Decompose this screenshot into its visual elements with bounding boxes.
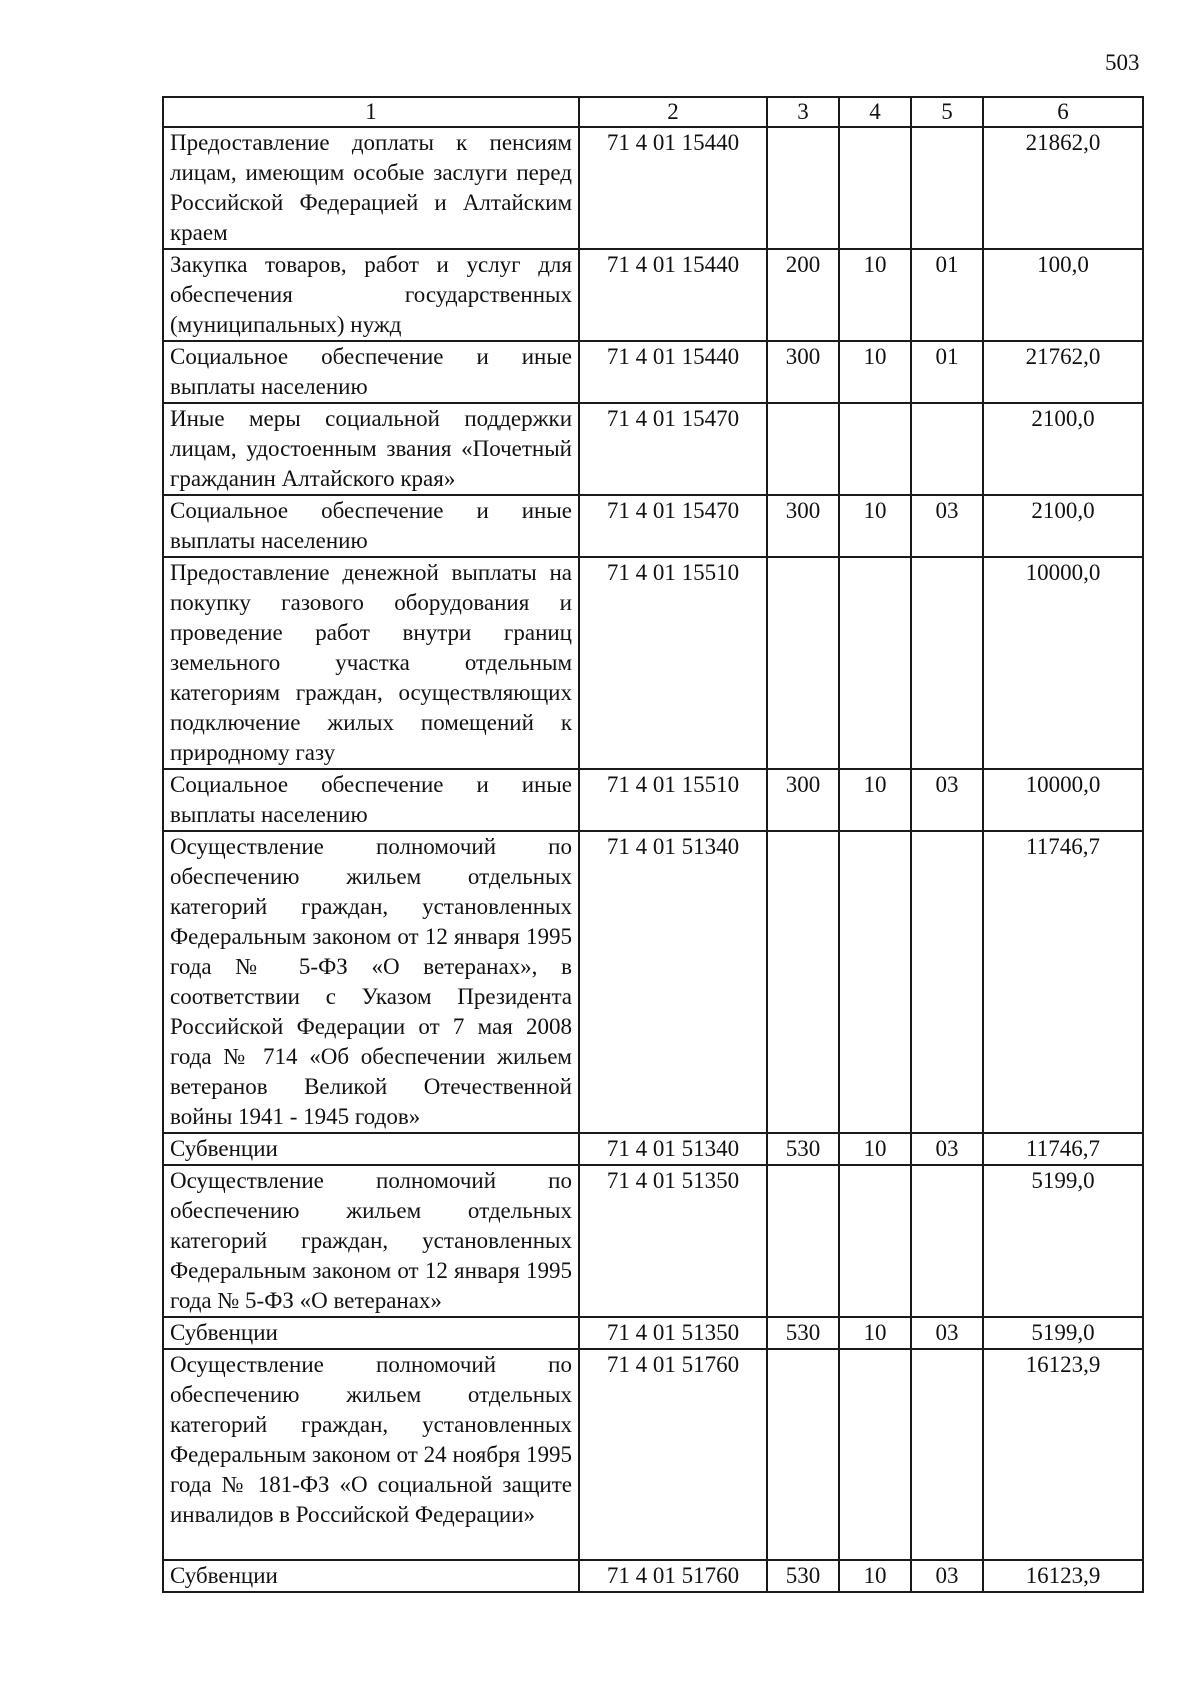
row-amount: 10000,0 — [983, 769, 1143, 831]
row-name: Предоставление денежной выплаты на покупку газового оборудования и проведение работ внутри границ земельного участка отдельным категориям граждан, осуществляющих подключение жилых помещений к природному газу — [163, 557, 579, 769]
row-col-5 — [911, 831, 983, 1133]
row-code: 71 4 01 15440 — [579, 249, 767, 341]
table-row — [163, 831, 1143, 1133]
table-row — [163, 1317, 1143, 1349]
row-col-4: 10 — [839, 1317, 911, 1349]
row-name: Социальное обеспечение и иные выплаты населению — [163, 769, 579, 831]
row-name: Социальное обеспечение и иные выплаты населению — [163, 341, 579, 403]
row-col-3: 300 — [767, 341, 839, 403]
row-col-3: 300 — [767, 495, 839, 557]
page-number: 503 — [1105, 50, 1140, 75]
column-header-3: 3 — [767, 97, 839, 127]
row-col-5: 01 — [911, 341, 983, 403]
row-amount: 100,0 — [983, 249, 1143, 341]
row-code: 71 4 01 15440 — [579, 127, 767, 249]
row-col-4: 10 — [839, 495, 911, 557]
row-col-4: 10 — [839, 341, 911, 403]
table-row — [163, 403, 1143, 495]
column-header-5: 5 — [911, 97, 983, 127]
row-amount: 21762,0 — [983, 341, 1143, 403]
row-col-5: 03 — [911, 769, 983, 831]
row-name: Иные меры социальной поддержки лицам, удостоенным звания «Почетный гражданин Алтайского края» — [163, 403, 579, 495]
row-code: 71 4 01 15470 — [579, 495, 767, 557]
row-col-5: 03 — [911, 1133, 983, 1165]
row-name: Предоставление доплаты к пенсиям лицам, имеющим особые заслуги перед Российской Федерацией и Алтайским краем — [163, 127, 579, 249]
row-col-4 — [839, 557, 911, 769]
row-name: Осуществление полномочий по обеспечению жильем отдельных категорий граждан, установленных Федеральным законом от 12 января 1995 года № 5-ФЗ «О ветеранах» — [163, 1165, 579, 1317]
row-col-4: 10 — [839, 1560, 911, 1592]
row-amount: 21862,0 — [983, 127, 1143, 249]
row-amount: 5199,0 — [983, 1317, 1143, 1349]
row-name: Осуществление полномочий по обеспечению жильем отдельных категорий граждан, установленных Федеральным законом от 24 ноября 1995 года № 181-ФЗ «О социальной защите инвалидов в Российской Федерации» — [163, 1349, 579, 1560]
row-code: 71 4 01 51340 — [579, 831, 767, 1133]
table-row — [163, 1349, 1143, 1560]
column-header-1: 1 — [163, 97, 579, 127]
table-row — [163, 1133, 1143, 1165]
row-col-4 — [839, 403, 911, 495]
column-header-2: 2 — [579, 97, 767, 127]
row-col-5: 03 — [911, 1317, 983, 1349]
row-code: 71 4 01 15470 — [579, 403, 767, 495]
row-amount: 16123,9 — [983, 1349, 1143, 1560]
budget-table — [162, 96, 1144, 1593]
row-name: Субвенции — [163, 1560, 579, 1592]
row-code: 71 4 01 51760 — [579, 1349, 767, 1560]
row-code: 71 4 01 15510 — [579, 769, 767, 831]
table-row — [163, 769, 1143, 831]
row-code: 71 4 01 15440 — [579, 341, 767, 403]
row-col-3: 200 — [767, 249, 839, 341]
row-col-5 — [911, 403, 983, 495]
row-col-3: 300 — [767, 769, 839, 831]
row-col-5 — [911, 557, 983, 769]
table-row — [163, 341, 1143, 403]
row-col-5: 03 — [911, 495, 983, 557]
row-code: 71 4 01 51350 — [579, 1317, 767, 1349]
table-row — [163, 495, 1143, 557]
row-col-5 — [911, 1349, 983, 1560]
row-col-3: 530 — [767, 1133, 839, 1165]
row-col-4 — [839, 831, 911, 1133]
row-col-3: 530 — [767, 1317, 839, 1349]
row-col-3: 530 — [767, 1560, 839, 1592]
row-col-3 — [767, 831, 839, 1133]
row-code: 71 4 01 51340 — [579, 1133, 767, 1165]
row-amount: 11746,7 — [983, 1133, 1143, 1165]
row-col-5 — [911, 127, 983, 249]
row-name: Субвенции — [163, 1317, 579, 1349]
row-col-5 — [911, 1165, 983, 1317]
row-name: Осуществление полномочий по обеспечению жильем отдельных категорий граждан, установленных Федеральным законом от 12 января 1995 года № 5-ФЗ «О ветеранах», в соответствии с Указом Президента Российской Федерации от 7 мая 2008 года № 714 «Об обеспечении жильем ветеранов Великой Отечественной войны 1941 - 1945 годов» — [163, 831, 579, 1133]
row-name: Закупка товаров, работ и услуг для обеспечения государственных (муниципальных) нужд — [163, 249, 579, 341]
row-col-5: 01 — [911, 249, 983, 341]
table-row — [163, 1165, 1143, 1317]
row-code: 71 4 01 51350 — [579, 1165, 767, 1317]
table-body — [163, 127, 1143, 1592]
row-amount: 5199,0 — [983, 1165, 1143, 1317]
row-amount: 2100,0 — [983, 403, 1143, 495]
row-col-5: 03 — [911, 1560, 983, 1592]
table-row — [163, 249, 1143, 341]
row-amount: 10000,0 — [983, 557, 1143, 769]
row-name: Социальное обеспечение и иные выплаты населению — [163, 495, 579, 557]
row-col-3 — [767, 1165, 839, 1317]
row-amount: 11746,7 — [983, 831, 1143, 1133]
row-col-4: 10 — [839, 1133, 911, 1165]
row-col-4 — [839, 127, 911, 249]
row-col-4 — [839, 1165, 911, 1317]
column-header-6: 6 — [983, 97, 1143, 127]
row-amount: 2100,0 — [983, 495, 1143, 557]
row-name: Субвенции — [163, 1133, 579, 1165]
row-col-4 — [839, 1349, 911, 1560]
row-col-3 — [767, 557, 839, 769]
table-row — [163, 557, 1143, 769]
row-code: 71 4 01 51760 — [579, 1560, 767, 1592]
row-col-3 — [767, 403, 839, 495]
table-header — [163, 97, 1143, 127]
row-col-4: 10 — [839, 769, 911, 831]
row-col-4: 10 — [839, 249, 911, 341]
row-amount: 16123,9 — [983, 1560, 1143, 1592]
row-code: 71 4 01 15510 — [579, 557, 767, 769]
row-col-3 — [767, 127, 839, 249]
table-row — [163, 1560, 1143, 1592]
header-row — [163, 97, 1143, 127]
row-col-3 — [767, 1349, 839, 1560]
column-header-4: 4 — [839, 97, 911, 127]
table-row — [163, 127, 1143, 249]
